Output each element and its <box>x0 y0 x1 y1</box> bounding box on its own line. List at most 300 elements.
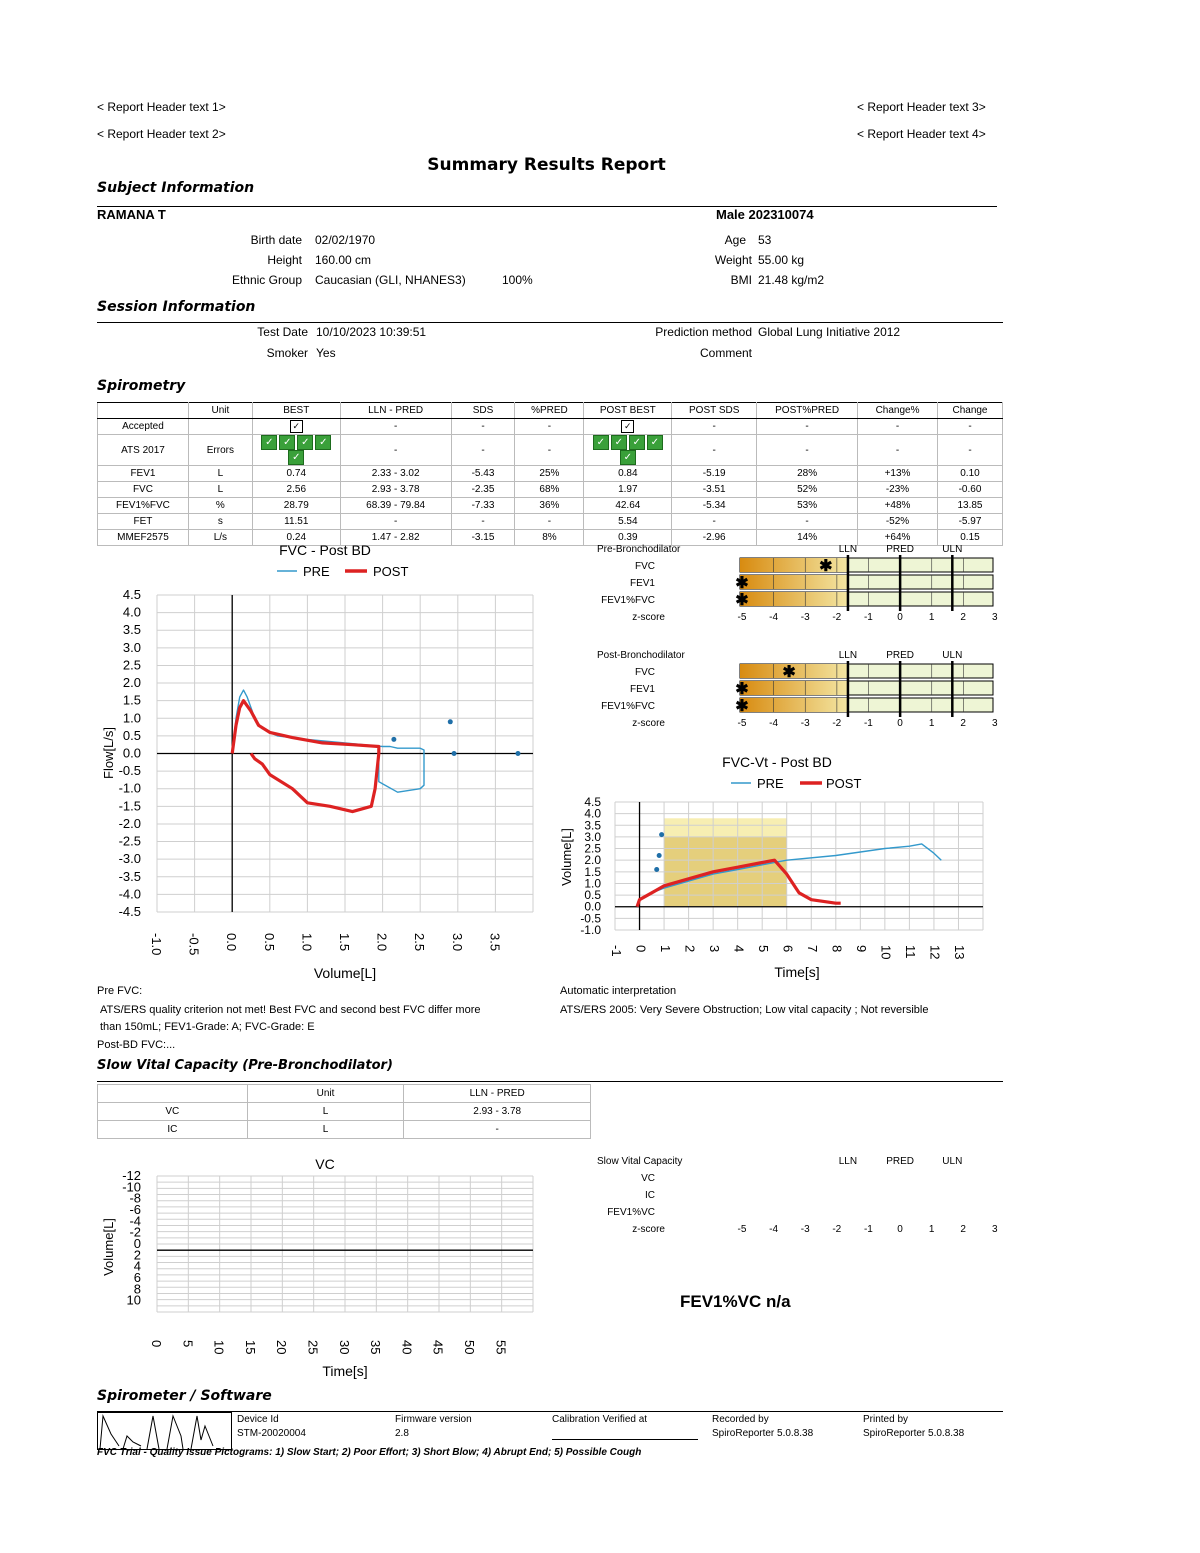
quality-check-icon: ✓ <box>611 435 627 450</box>
y-tick-label: 3.5 <box>122 622 141 638</box>
table-cell: Change% <box>858 403 938 419</box>
zscore-lln-zone <box>740 592 848 606</box>
zscore-marker-icon: ✱ <box>735 575 749 592</box>
table-cell: -7.33 <box>451 498 515 514</box>
ethnic-value: Caucasian (GLI, NHANES3) <box>315 273 466 287</box>
accepted-checkbox-icon: ✓ <box>621 420 634 433</box>
weight-label: Weight <box>714 253 752 267</box>
x-tick-label: 55 <box>493 1340 509 1355</box>
table-cell: Change <box>937 403 1002 419</box>
table-row <box>98 482 1003 498</box>
svc-table <box>97 1084 591 1139</box>
age-label: Age <box>724 233 746 247</box>
y-axis-label: Volume[L] <box>559 828 574 886</box>
zscore-title: Slow Vital Capacity <box>597 1156 683 1167</box>
table-cell: Errors <box>188 435 252 466</box>
zscore-tick-label: -3 <box>800 718 810 729</box>
test-date-value: 10/10/2023 10:39:51 <box>316 325 427 339</box>
table-cell <box>188 419 252 435</box>
table-cell: s <box>188 514 252 530</box>
table-cell: - <box>515 514 584 530</box>
recorded-label: Recorded by <box>712 1414 769 1425</box>
table-cell: - <box>672 419 757 435</box>
pre-fvc-text-2: than 150mL; FEV1-Grade: A; FVC-Grade: E <box>100 1021 315 1033</box>
quality-check-icon: ✓ <box>629 435 645 450</box>
x-tick-label: 12 <box>927 945 943 960</box>
header-text-3: < Report Header text 3> <box>857 100 986 114</box>
vc-chart <box>95 1152 545 1382</box>
zscore-tick-label: -3 <box>800 612 810 623</box>
subject-section-title: Subject Information <box>97 180 255 196</box>
x-tick-label: 0.5 <box>261 933 277 952</box>
table-cell: 13.85 <box>937 498 1002 514</box>
x-tick-label: 4 <box>731 945 747 953</box>
x-axis-label: Time[s] <box>322 1363 368 1379</box>
x-tick-label: 8 <box>829 945 845 953</box>
table-cell: 0.10 <box>937 466 1002 482</box>
device-label: Device Id <box>237 1414 279 1425</box>
table-cell: 2.93 - 3.78 <box>404 1103 591 1121</box>
zscore-tick-label: -1 <box>863 718 873 729</box>
quality-check-icon: ✓ <box>279 435 295 450</box>
y-tick-label: 0.0 <box>122 745 141 761</box>
lln-label: LLN <box>838 650 858 661</box>
uln-label: ULN <box>942 650 963 661</box>
table-cell: 2.93 - 3.78 <box>340 482 451 498</box>
table-cell: - <box>404 1121 591 1139</box>
zscore-row-label: FVC <box>635 667 655 678</box>
quality-check-icon: ✓ <box>288 450 304 465</box>
x-tick-label: 3.0 <box>449 933 465 952</box>
table-row <box>98 1121 591 1139</box>
table-cell: 1.97 <box>584 482 672 498</box>
table-cell: - <box>515 419 584 435</box>
trial-marker <box>659 832 664 837</box>
table-cell: 68.39 - 79.84 <box>340 498 451 514</box>
x-tick-label: 2 <box>682 945 698 953</box>
zscore-tick-label: 1 <box>928 612 935 623</box>
trial-marker <box>654 867 659 872</box>
y-tick-label: 3.5 <box>584 818 601 833</box>
table-row <box>98 1103 591 1121</box>
table-cell: 14% <box>757 530 858 546</box>
x-tick-label: 13 <box>952 945 967 960</box>
table-cell <box>98 403 189 419</box>
zscore-title: Post-Bronchodilator <box>597 650 685 661</box>
table-cell: 0.39 <box>584 530 672 546</box>
lln-label: LLN <box>838 544 858 555</box>
x-tick-label: 35 <box>368 1340 384 1355</box>
zscore-axis-label: z-score <box>632 1224 665 1235</box>
y-tick-label: 0.0 <box>584 899 601 914</box>
table-cell: 28% <box>757 466 858 482</box>
table-cell: L/s <box>188 530 252 546</box>
zscore-tick-label: 2 <box>960 1224 966 1235</box>
table-cell: -2.35 <box>451 482 515 498</box>
zscore-tick-label: 3 <box>992 718 998 729</box>
zscore-lln-zone <box>740 698 848 712</box>
x-tick-label: 5 <box>756 945 771 953</box>
y-tick-label: -2.0 <box>118 815 141 831</box>
zscore-axis-label: z-score <box>632 718 665 729</box>
table-cell: 68% <box>515 482 584 498</box>
table-cell: Unit <box>188 403 252 419</box>
zscore-tick-label: 1 <box>928 1224 935 1235</box>
x-tick-label: 0.0 <box>224 933 240 952</box>
table-cell: - <box>340 435 451 466</box>
y-tick-label: 2.5 <box>122 657 141 673</box>
y-tick-label: -1.5 <box>118 798 141 814</box>
table-cell: -23% <box>858 482 938 498</box>
smoker-label: Smoker <box>266 346 308 360</box>
calibration-label: Calibration Verified at <box>552 1414 648 1425</box>
x-tick-label: 3.5 <box>487 933 503 952</box>
accepted-checkbox-icon: ✓ <box>290 420 303 433</box>
zscore-tick-label: -2 <box>832 1224 842 1235</box>
zscore-lln-zone <box>740 681 848 695</box>
x-tick-label: 25 <box>305 1340 321 1355</box>
table-cell: LLN - PRED <box>404 1085 591 1103</box>
zscore-pre-chart <box>560 540 1000 632</box>
table-cell: 8% <box>515 530 584 546</box>
table-cell: 5.54 <box>584 514 672 530</box>
y-tick-label: 6 <box>133 1270 141 1285</box>
table-cell: -0.60 <box>937 482 1002 498</box>
table-cell: Unit <box>247 1085 404 1103</box>
zscore-row-label: IC <box>645 1190 655 1201</box>
x-tick-label: 3 <box>707 945 722 953</box>
zscore-tick-label: 1 <box>928 718 935 729</box>
bmi-label: BMI <box>730 273 752 287</box>
table-cell: POST%PRED <box>757 403 858 419</box>
table-cell: 11.51 <box>252 514 340 530</box>
zscore-tick-label: -1 <box>863 1224 873 1235</box>
pre-fvc-text-1: ATS/ERS quality criterion not met! Best FVC and second best FVC differ more <box>100 1004 481 1016</box>
x-tick-label: 1.0 <box>299 933 315 952</box>
auto-interpretation-label: Automatic interpretation <box>560 985 677 997</box>
volume-time-chart <box>555 752 995 984</box>
trial-marker <box>448 719 453 724</box>
header-text-1: < Report Header text 1> <box>97 100 226 114</box>
table-cell: VC <box>98 1103 248 1121</box>
y-tick-label: 3.0 <box>584 829 601 844</box>
zscore-tick-label: 0 <box>897 612 903 623</box>
table-row <box>98 403 1003 419</box>
x-tick-label: 50 <box>462 1340 477 1355</box>
x-tick-label: -1 <box>609 945 624 957</box>
y-tick-label: 4.0 <box>584 806 601 821</box>
y-tick-label: 2.5 <box>584 841 601 856</box>
table-cell: 2.56 <box>252 482 340 498</box>
table-cell: ATS 2017 <box>98 435 189 466</box>
spirometer-section-title: Spirometer / Software <box>97 1388 272 1404</box>
zscore-tick-label: 2 <box>960 718 966 729</box>
ethnic-percent: 100% <box>502 273 533 287</box>
x-tick-label: 6 <box>780 945 796 953</box>
zscore-marker-icon: ✱ <box>819 558 833 575</box>
table-cell: 0.15 <box>937 530 1002 546</box>
table-cell: BEST <box>252 403 340 419</box>
chart-title: FVC-Vt - Post BD <box>722 754 832 770</box>
zscore-tick-label: -5 <box>737 718 747 729</box>
table-cell: L <box>188 466 252 482</box>
chart-title: VC <box>315 1156 335 1172</box>
zscore-axis-label: z-score <box>632 612 665 623</box>
x-tick-label: 5 <box>180 1340 196 1348</box>
calibration-line <box>552 1439 698 1440</box>
x-tick-label: 1.5 <box>337 933 352 952</box>
trial-marker <box>515 751 520 756</box>
table-cell: -5.19 <box>672 466 757 482</box>
table-cell: 0.24 <box>252 530 340 546</box>
table-cell <box>252 419 340 435</box>
zscore-tick-label: -5 <box>737 612 747 623</box>
zscore-marker-icon: ✱ <box>735 698 749 715</box>
y-tick-label: 1.0 <box>584 876 601 891</box>
zscore-tick-label: 0 <box>897 1224 903 1235</box>
header-text-2: < Report Header text 2> <box>97 127 226 141</box>
zscore-tick-label: 2 <box>960 612 966 623</box>
y-tick-label: 4.0 <box>122 604 141 620</box>
x-tick-label: 11 <box>903 945 918 959</box>
x-tick-label: -1.0 <box>149 933 164 956</box>
flow-volume-chart <box>95 540 545 985</box>
printed-value: SpiroReporter 5.0.8.38 <box>863 1428 965 1439</box>
spirometry-section-title: Spirometry <box>97 378 186 394</box>
x-axis-label: Volume[L] <box>313 965 377 981</box>
session-section-title: Session Information <box>97 299 256 315</box>
zscore-post-chart <box>560 646 1000 738</box>
y-tick-label: -2.5 <box>118 833 141 849</box>
zscore-tick-label: -3 <box>800 1224 810 1235</box>
table-cell: FET <box>98 514 189 530</box>
height-label: Height <box>267 253 302 267</box>
quality-check-icon: ✓ <box>647 435 663 450</box>
y-axis-label: Volume[L] <box>101 1218 116 1276</box>
table-cell: -5.43 <box>451 466 515 482</box>
y-tick-label: 1.0 <box>122 710 141 726</box>
birth-value: 02/02/1970 <box>315 233 376 247</box>
quality-check-icon: ✓ <box>297 435 313 450</box>
table-row <box>98 435 1003 466</box>
zscore-marker-icon: ✱ <box>782 664 796 681</box>
table-cell: -5.34 <box>672 498 757 514</box>
y-tick-label: 4.5 <box>122 587 141 602</box>
table-cell: FVC <box>98 482 189 498</box>
table-cell: -2.96 <box>672 530 757 546</box>
table-cell: -3.15 <box>451 530 515 546</box>
quality-check-icon: ✓ <box>593 435 609 450</box>
zscore-tick-label: -4 <box>769 718 779 729</box>
x-tick-label: 20 <box>274 1340 290 1355</box>
x-tick-label: 15 <box>242 1340 258 1355</box>
pred-label: PRED <box>886 544 915 555</box>
table-cell: - <box>515 435 584 466</box>
x-tick-label: 7 <box>805 945 820 953</box>
printed-label: Printed by <box>863 1414 909 1425</box>
table-cell: - <box>451 419 515 435</box>
zscore-tick-label: -4 <box>769 612 779 623</box>
y-tick-label: -12 <box>122 1168 141 1183</box>
y-tick-label: -2 <box>129 1224 141 1240</box>
y-tick-label: 4.5 <box>584 795 601 809</box>
table-cell: - <box>451 435 515 466</box>
table-cell: -5.97 <box>937 514 1002 530</box>
pred-label: PRED <box>886 650 915 661</box>
zscore-row-label: FVC <box>635 561 655 572</box>
trial-marker <box>391 737 396 742</box>
x-tick-label: 2.0 <box>374 933 390 952</box>
table-cell: POST BEST <box>584 403 672 419</box>
zscore-row-label: FEV1%FVC <box>601 595 655 606</box>
y-axis-label: Flow[L/s] <box>101 726 116 780</box>
zscore-row-label: FEV1 <box>629 684 655 695</box>
ethnic-label: Ethnic Group <box>231 273 302 287</box>
zscore-row-label: VC <box>641 1173 655 1184</box>
table-cell: 52% <box>757 482 858 498</box>
table-cell: % <box>188 498 252 514</box>
age-value: 53 <box>758 233 772 247</box>
x-tick-label: 1 <box>658 945 673 953</box>
table-cell: - <box>672 514 757 530</box>
y-tick-label: -4.5 <box>118 904 141 919</box>
lln-label: LLN <box>838 1156 858 1167</box>
device-value: STM-20020004 <box>237 1428 306 1439</box>
zscore-tick-label: -4 <box>769 1224 779 1235</box>
y-tick-label: -1.0 <box>118 780 141 796</box>
y-tick-label: -8 <box>129 1190 141 1206</box>
table-cell: - <box>937 419 1002 435</box>
header-text-4: < Report Header text 4> <box>857 127 986 141</box>
quality-check-icon: ✓ <box>315 435 331 450</box>
auto-interpretation-text: ATS/ERS 2005: Very Severe Obstruction; Low vital capacity ; Not reversible <box>560 1004 929 1016</box>
table-cell: +64% <box>858 530 938 546</box>
table-cell: - <box>757 514 858 530</box>
height-value: 160.00 cm <box>315 253 372 267</box>
x-tick-label: 10 <box>878 945 894 960</box>
firmware-label: Firmware version <box>395 1414 472 1425</box>
table-cell: MMEF2575 <box>98 530 189 546</box>
x-tick-label: 45 <box>430 1340 446 1355</box>
pictogram-caption: FVC Trial - Quality Issue Pictograms: 1) Slow Start; 2) Poor Effort; 3) Short Blow; 4) Abrupt End; 5) Possible Cough <box>97 1447 642 1458</box>
table-cell: FEV1%FVC <box>98 498 189 514</box>
y-tick-label: 4 <box>133 1258 141 1274</box>
table-row <box>98 466 1003 482</box>
y-tick-label: 2.0 <box>122 675 141 691</box>
zscore-tick-label: 3 <box>992 612 998 623</box>
table-cell: 36% <box>515 498 584 514</box>
table-cell: - <box>451 514 515 530</box>
x-tick-label: 9 <box>854 945 869 953</box>
subject-sex-id: Male 202310074 <box>716 207 814 222</box>
table-cell <box>584 419 672 435</box>
prediction-value: Global Lung Initiative 2012 <box>758 325 901 339</box>
x-tick-label: 0 <box>149 1340 164 1348</box>
table-cell: 42.64 <box>584 498 672 514</box>
legend-pre-label: PRE <box>303 564 330 579</box>
table-row <box>98 514 1003 530</box>
table-cell <box>584 435 672 466</box>
y-tick-label: 10 <box>126 1292 141 1308</box>
pred-label: PRED <box>886 1156 915 1167</box>
x-tick-label: 40 <box>399 1340 415 1355</box>
table-row <box>98 419 1003 435</box>
zscore-lln-zone <box>740 575 848 589</box>
birth-label: Birth date <box>250 233 302 247</box>
y-tick-label: 8 <box>133 1281 141 1297</box>
y-tick-label: 0.5 <box>584 888 601 903</box>
table-cell: - <box>757 435 858 466</box>
test-date-label: Test Date <box>257 325 308 339</box>
y-tick-label: -4 <box>129 1213 141 1229</box>
zscore-tick-label: -2 <box>832 612 842 623</box>
zscore-row-label: FEV1 <box>629 578 655 589</box>
table-cell: %PRED <box>515 403 584 419</box>
y-tick-label: -3.5 <box>118 868 141 884</box>
report-title: Summary Results Report <box>427 155 666 175</box>
table-cell: L <box>188 482 252 498</box>
smoker-value: Yes <box>316 346 336 360</box>
table-cell: -52% <box>858 514 938 530</box>
table-cell: - <box>757 419 858 435</box>
table-cell: +48% <box>858 498 938 514</box>
table-cell: 28.79 <box>252 498 340 514</box>
spirometry-table <box>97 402 1003 546</box>
zscore-tick-label: -1 <box>863 612 873 623</box>
table-cell: 1.47 - 2.82 <box>340 530 451 546</box>
zscore-svc-chart <box>560 1152 1000 1244</box>
zscore-row-label: FEV1%VC <box>607 1207 655 1218</box>
table-cell: 2.33 - 3.02 <box>340 466 451 482</box>
recorded-value: SpiroReporter 5.0.8.38 <box>712 1428 814 1439</box>
legend-pre-label: PRE <box>757 776 784 791</box>
uln-label: ULN <box>942 544 963 555</box>
y-tick-label: 0 <box>133 1236 141 1251</box>
table-cell: SDS <box>451 403 515 419</box>
uln-label: ULN <box>942 1156 963 1167</box>
table-cell: - <box>937 435 1002 466</box>
y-tick-label: -10 <box>122 1179 141 1195</box>
zscore-tick-label: 3 <box>992 1224 998 1235</box>
table-cell: - <box>672 435 757 466</box>
zscore-tick-label: 0 <box>897 718 903 729</box>
table-cell: 0.74 <box>252 466 340 482</box>
y-tick-label: 1.5 <box>122 692 141 708</box>
table-cell: - <box>858 435 938 466</box>
weight-value: 55.00 kg <box>758 253 805 267</box>
comment-label: Comment <box>699 346 752 360</box>
pre-fvc-label: Pre FVC: <box>97 985 143 997</box>
table-cell <box>98 1085 248 1103</box>
fev1vc-value: FEV1%VC n/a <box>680 1292 791 1311</box>
chart-title: FVC - Post BD <box>279 542 371 558</box>
x-tick-label: -0.5 <box>186 933 202 956</box>
firmware-value: 2.8 <box>395 1428 409 1439</box>
zscore-marker-icon: ✱ <box>735 681 749 698</box>
x-tick-label: 30 <box>336 1340 352 1355</box>
x-tick-label: 0 <box>633 945 649 953</box>
y-tick-label: -4.0 <box>118 886 141 902</box>
table-cell: -3.51 <box>672 482 757 498</box>
post-fvc-label: Post-BD FVC:... <box>97 1039 176 1051</box>
table-cell: - <box>340 514 451 530</box>
y-tick-label: -3.0 <box>118 851 141 867</box>
trial-marker <box>452 751 457 756</box>
table-cell: 0.84 <box>584 466 672 482</box>
zscore-tick-label: -5 <box>737 1224 747 1235</box>
quality-pictograms-icon <box>97 1412 232 1450</box>
quality-check-icon: ✓ <box>620 450 636 465</box>
